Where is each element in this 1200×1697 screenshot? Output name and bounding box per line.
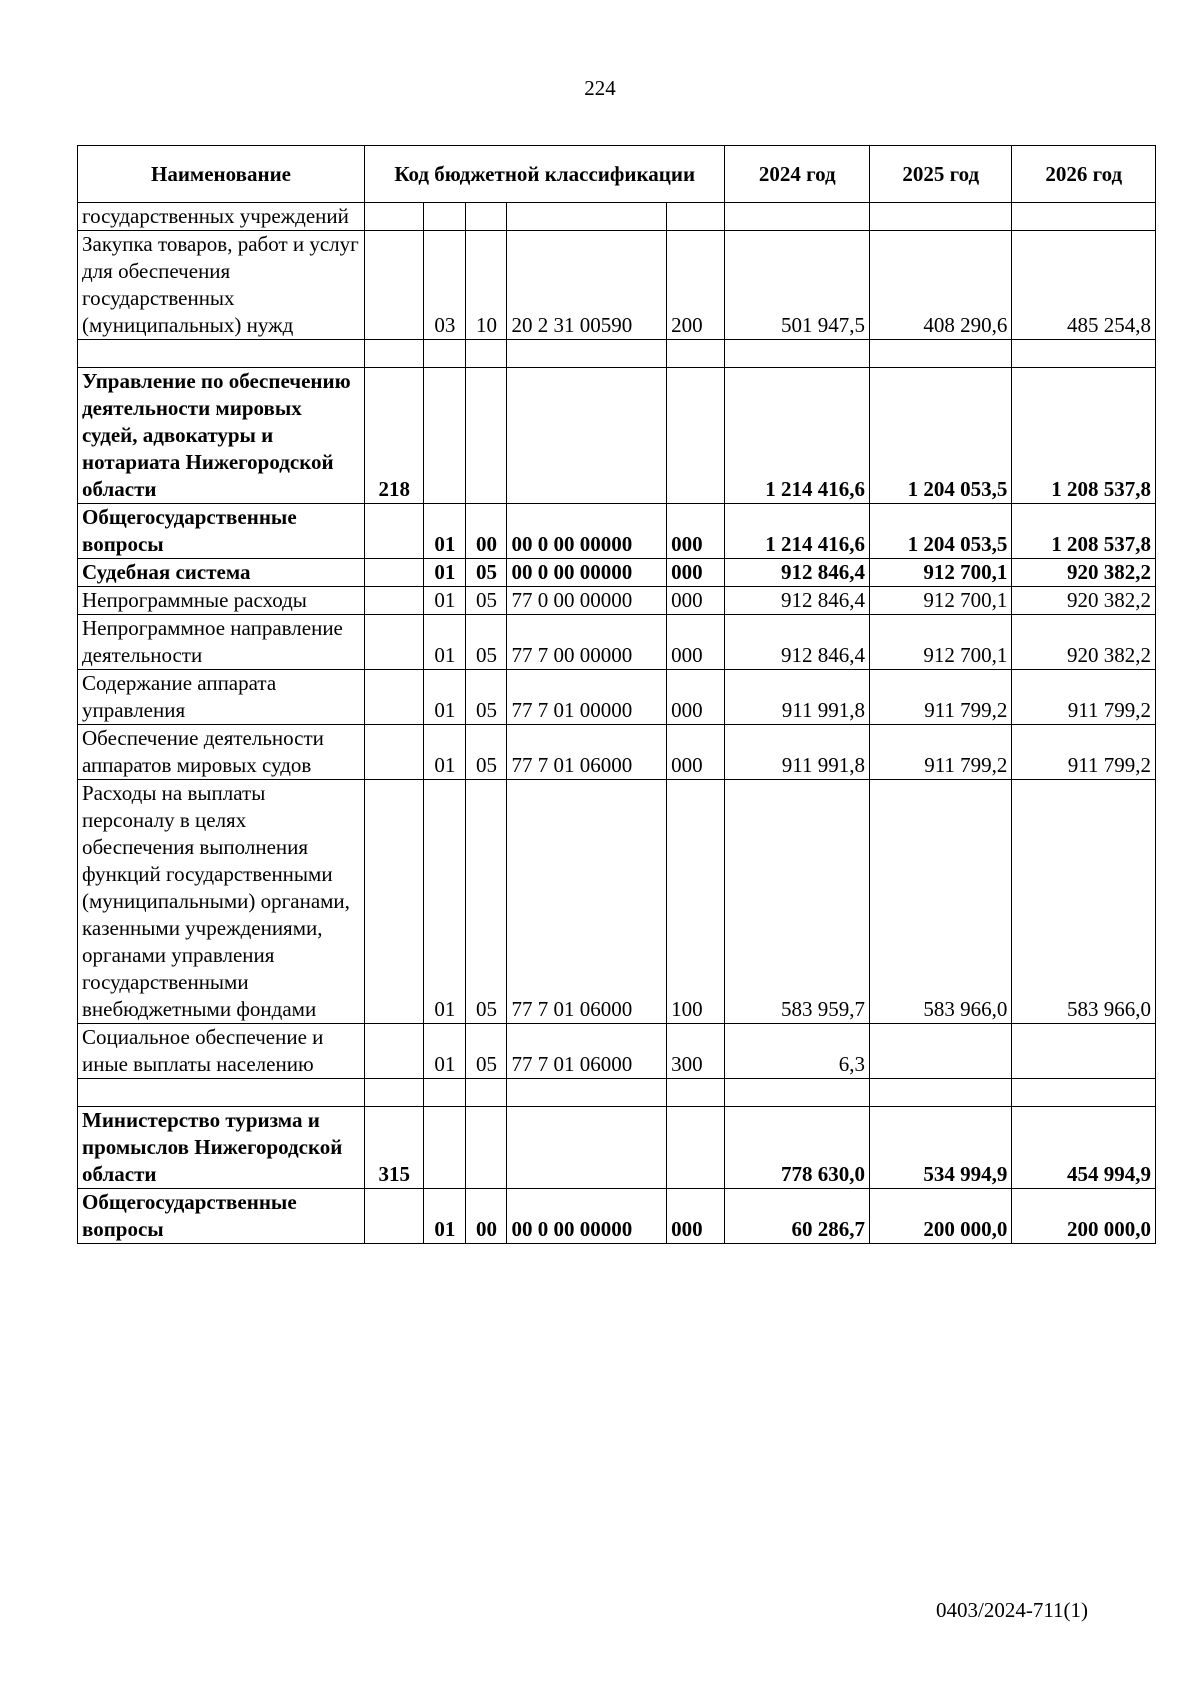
value-2024-cell: 778 630,0: [725, 1107, 870, 1189]
value-2025-cell: 408 290,6: [870, 231, 1012, 340]
value-2026-cell: 920 382,2: [1012, 587, 1156, 615]
value-2026-cell: 583 966,0: [1012, 780, 1156, 1024]
subsection-cell: 05: [466, 615, 507, 670]
value-2024-cell: [725, 340, 870, 368]
subsection-cell: 00: [466, 504, 507, 559]
value-2026-cell: [1012, 340, 1156, 368]
value-2024-cell: 60 286,7: [725, 1189, 870, 1244]
value-2025-cell: [870, 203, 1012, 231]
value-2024-cell: [725, 1079, 870, 1107]
section-cell: [424, 203, 466, 231]
target-article-cell: 77 7 01 06000: [507, 725, 667, 780]
target-article-cell: [507, 340, 667, 368]
value-2025-cell: 1 204 053,5: [870, 368, 1012, 504]
subsection-cell: 05: [466, 559, 507, 587]
value-2025-cell: 911 799,2: [870, 725, 1012, 780]
value-2026-cell: [1012, 203, 1156, 231]
value-2025-cell: 911 799,2: [870, 670, 1012, 725]
value-2026-cell: 1 208 537,8: [1012, 368, 1156, 504]
table-row: [78, 368, 1156, 504]
table-row: [78, 615, 1156, 670]
value-2024-cell: 6,3: [725, 1024, 870, 1079]
grbs-cell: [365, 231, 424, 340]
section-cell: 01: [424, 670, 466, 725]
target-article-cell: 77 7 01 06000: [507, 780, 667, 1024]
target-article-cell: [507, 368, 667, 504]
subsection-cell: 10: [466, 231, 507, 340]
value-2024-cell: 912 846,4: [725, 587, 870, 615]
expense-type-cell: 100: [667, 780, 725, 1024]
subsection-cell: [466, 203, 507, 231]
value-2024-cell: [725, 203, 870, 231]
value-2024-cell: 911 991,8: [725, 670, 870, 725]
grbs-cell: 315: [365, 1107, 424, 1189]
table-row: [78, 231, 1156, 340]
target-article-cell: 77 0 00 00000: [507, 587, 667, 615]
section-cell: [424, 340, 466, 368]
grbs-cell: [365, 504, 424, 559]
spacer-row: [78, 340, 1156, 368]
grbs-cell: [365, 1024, 424, 1079]
value-2026-cell: 454 994,9: [1012, 1107, 1156, 1189]
section-cell: 01: [424, 504, 466, 559]
grbs-cell: [365, 670, 424, 725]
subsection-cell: 05: [466, 1024, 507, 1079]
expense-type-cell: [667, 1079, 725, 1107]
grbs-cell: [365, 1079, 424, 1107]
header-year-2026: 2026 год: [1012, 146, 1156, 203]
name-cell: Закупка товаров, работ и услуг для обеспечения государственных (муниципальных) нужд: [78, 231, 365, 340]
section-cell: 01: [424, 615, 466, 670]
value-2026-cell: 485 254,8: [1012, 231, 1156, 340]
grbs-cell: 218: [365, 368, 424, 504]
expense-type-cell: 000: [667, 615, 725, 670]
table-row: [78, 504, 1156, 559]
expense-type-cell: [667, 203, 725, 231]
value-2024-cell: 911 991,8: [725, 725, 870, 780]
subsection-cell: [466, 368, 507, 504]
target-article-cell: [507, 1079, 667, 1107]
value-2024-cell: 583 959,7: [725, 780, 870, 1024]
value-2026-cell: [1012, 1079, 1156, 1107]
expense-type-cell: 000: [667, 670, 725, 725]
name-cell: Судебная система: [78, 559, 365, 587]
grbs-cell: [365, 559, 424, 587]
target-article-cell: 77 7 00 00000: [507, 615, 667, 670]
section-cell: [424, 1107, 466, 1189]
name-cell: Управление по обеспечению деятельности мировых судей, адвокатуры и нотариата Нижегородской области: [78, 368, 365, 504]
value-2025-cell: 1 204 053,5: [870, 504, 1012, 559]
target-article-cell: 77 7 01 00000: [507, 670, 667, 725]
subsection-cell: 05: [466, 725, 507, 780]
target-article-cell: 20 2 31 00590: [507, 231, 667, 340]
value-2025-cell: 583 966,0: [870, 780, 1012, 1024]
target-article-cell: 77 7 01 06000: [507, 1024, 667, 1079]
value-2025-cell: [870, 1079, 1012, 1107]
header-name: Наименование: [78, 146, 365, 203]
header-year-2025: 2025 год: [870, 146, 1012, 203]
expense-type-cell: 200: [667, 231, 725, 340]
name-cell: [78, 1079, 365, 1107]
table-row: [78, 1024, 1156, 1079]
grbs-cell: [365, 780, 424, 1024]
table-row: [78, 203, 1156, 231]
grbs-cell: [365, 587, 424, 615]
table-row: [78, 1107, 1156, 1189]
value-2024-cell: 912 846,4: [725, 559, 870, 587]
expense-type-cell: 000: [667, 587, 725, 615]
grbs-cell: [365, 1189, 424, 1244]
value-2026-cell: 911 799,2: [1012, 725, 1156, 780]
name-cell: Общегосударственные вопросы: [78, 1189, 365, 1244]
name-cell: Министерство туризма и промыслов Нижегородской области: [78, 1107, 365, 1189]
value-2024-cell: 501 947,5: [725, 231, 870, 340]
section-cell: 01: [424, 587, 466, 615]
target-article-cell: 00 0 00 00000: [507, 559, 667, 587]
name-cell: Непрограммное направление деятельности: [78, 615, 365, 670]
subsection-cell: 00: [466, 1189, 507, 1244]
expense-type-cell: 000: [667, 559, 725, 587]
table-body: [78, 203, 1156, 1244]
section-cell: 01: [424, 1024, 466, 1079]
value-2026-cell: 200 000,0: [1012, 1189, 1156, 1244]
table-row: [78, 587, 1156, 615]
name-cell: [78, 340, 365, 368]
target-article-cell: 00 0 00 00000: [507, 504, 667, 559]
name-cell: Общегосударственные вопросы: [78, 504, 365, 559]
table-row: [78, 559, 1156, 587]
header-year-2024: 2024 год: [725, 146, 870, 203]
expense-type-cell: 000: [667, 504, 725, 559]
value-2025-cell: 912 700,1: [870, 587, 1012, 615]
name-cell: государственных учреждений: [78, 203, 365, 231]
value-2025-cell: 200 000,0: [870, 1189, 1012, 1244]
spacer-row: [78, 1079, 1156, 1107]
budget-table: [77, 145, 1156, 1244]
section-cell: 01: [424, 780, 466, 1024]
value-2026-cell: 920 382,2: [1012, 615, 1156, 670]
section-cell: [424, 368, 466, 504]
grbs-cell: [365, 340, 424, 368]
section-cell: 03: [424, 231, 466, 340]
subsection-cell: 05: [466, 670, 507, 725]
value-2026-cell: 911 799,2: [1012, 670, 1156, 725]
value-2025-cell: 912 700,1: [870, 615, 1012, 670]
value-2025-cell: 912 700,1: [870, 559, 1012, 587]
name-cell: Социальное обеспечение и иные выплаты населению: [78, 1024, 365, 1079]
expense-type-cell: [667, 1107, 725, 1189]
expense-type-cell: 000: [667, 1189, 725, 1244]
table-header-row: [78, 146, 1156, 203]
subsection-cell: [466, 1079, 507, 1107]
name-cell: Содержание аппарата управления: [78, 670, 365, 725]
expense-type-cell: 000: [667, 725, 725, 780]
value-2024-cell: 912 846,4: [725, 615, 870, 670]
value-2025-cell: 534 994,9: [870, 1107, 1012, 1189]
name-cell: Расходы на выплаты персоналу в целях обеспечения выполнения функций государственными (муниципальными) органами, казенными учреждениями, органами управления государственными внебюджетными фондами: [78, 780, 365, 1024]
table-row: [78, 725, 1156, 780]
section-cell: 01: [424, 1189, 466, 1244]
table-row: [78, 1189, 1156, 1244]
value-2025-cell: [870, 340, 1012, 368]
grbs-cell: [365, 725, 424, 780]
section-cell: 01: [424, 725, 466, 780]
expense-type-cell: [667, 368, 725, 504]
subsection-cell: 05: [466, 780, 507, 1024]
subsection-cell: [466, 340, 507, 368]
value-2026-cell: 920 382,2: [1012, 559, 1156, 587]
value-2024-cell: 1 214 416,6: [725, 368, 870, 504]
section-cell: 01: [424, 559, 466, 587]
value-2026-cell: [1012, 1024, 1156, 1079]
value-2024-cell: 1 214 416,6: [725, 504, 870, 559]
document-code: 0403/2024-711(1): [936, 1598, 1089, 1622]
grbs-cell: [365, 615, 424, 670]
value-2025-cell: [870, 1024, 1012, 1079]
table-row: [78, 670, 1156, 725]
name-cell: Обеспечение деятельности аппаратов мировых судов: [78, 725, 365, 780]
value-2026-cell: 1 208 537,8: [1012, 504, 1156, 559]
target-article-cell: [507, 1107, 667, 1189]
expense-type-cell: [667, 340, 725, 368]
expense-type-cell: 300: [667, 1024, 725, 1079]
subsection-cell: 05: [466, 587, 507, 615]
subsection-cell: [466, 1107, 507, 1189]
name-cell: Непрограммные расходы: [78, 587, 365, 615]
target-article-cell: [507, 203, 667, 231]
section-cell: [424, 1079, 466, 1107]
table-row: [78, 780, 1156, 1024]
target-article-cell: 00 0 00 00000: [507, 1189, 667, 1244]
header-code: Код бюджетной классификации: [365, 146, 725, 203]
page-number: 224: [584, 76, 616, 100]
grbs-cell: [365, 203, 424, 231]
